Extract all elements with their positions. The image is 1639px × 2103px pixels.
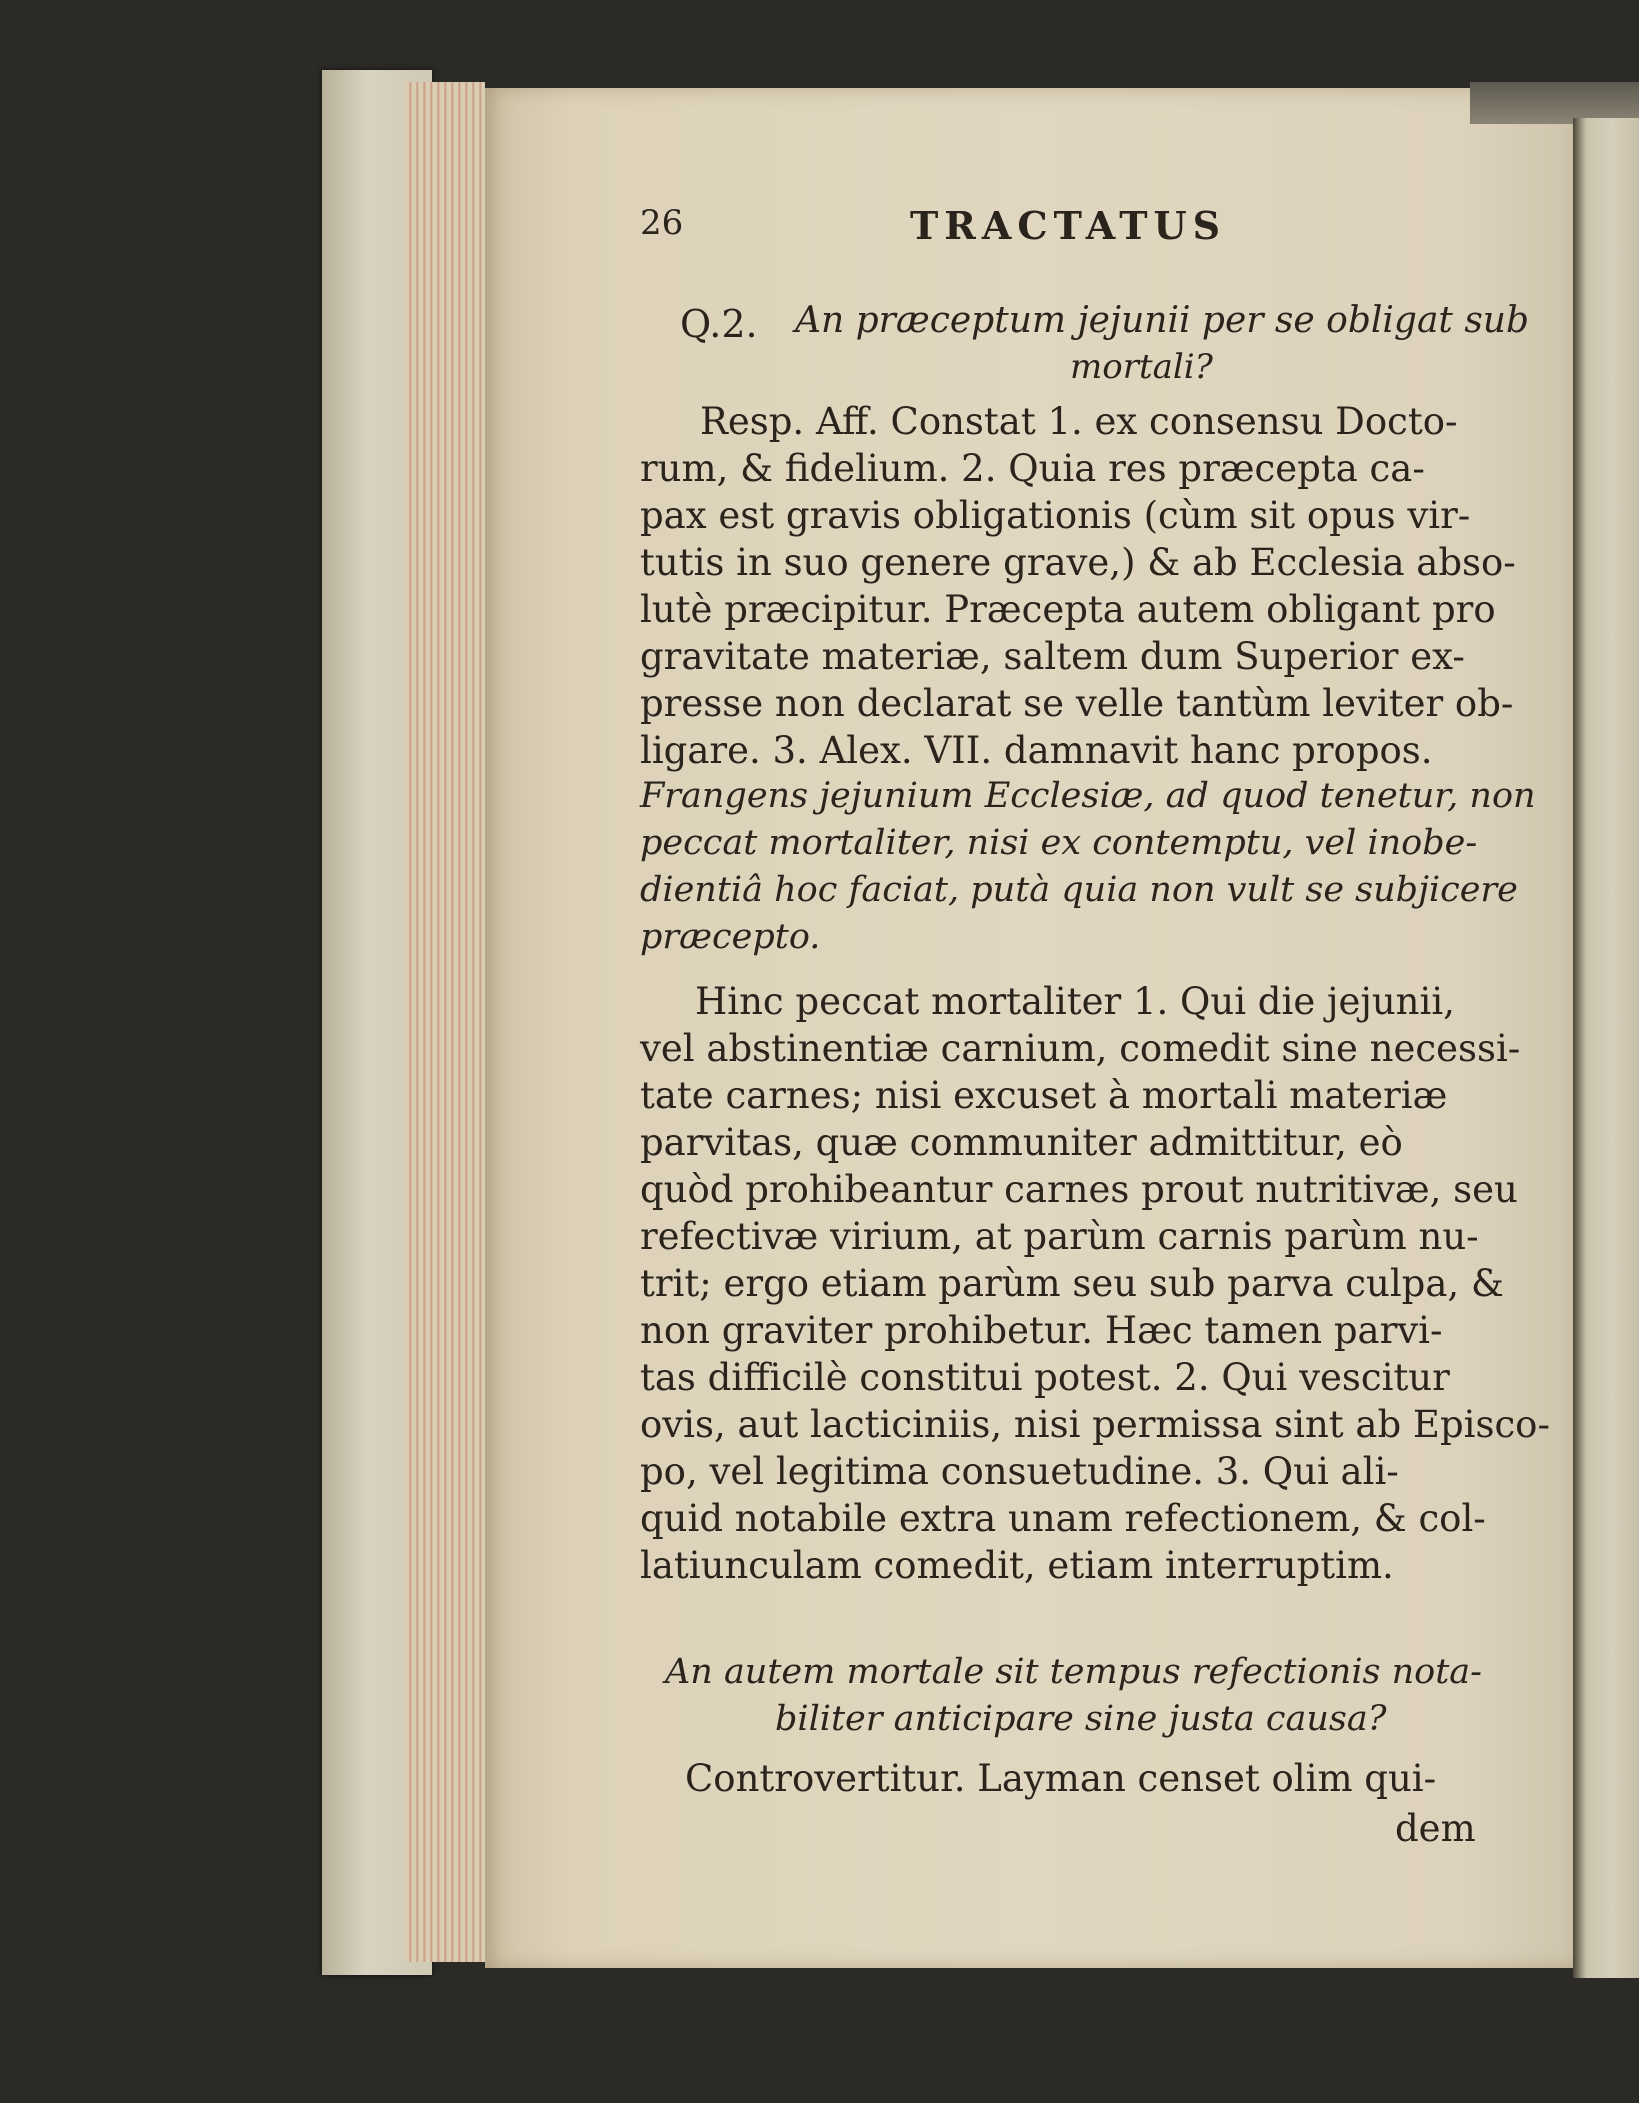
text-line: trit; ergo etiam parùm seu sub parva culpa, & — [640, 1262, 1504, 1305]
text-line: dientiâ hoc faciat, putà quia non vult se subjicere — [640, 870, 1518, 910]
text-line: Resp. Aff. Constat 1. ex consensu Docto- — [700, 400, 1458, 443]
text-line: quid notabile extra unam refectionem, & col- — [640, 1497, 1486, 1540]
text-line: latiunculam comedit, etiam interruptim. — [640, 1544, 1394, 1587]
text-line: refectivæ virium, at parùm carnis parùm nu- — [640, 1215, 1479, 1258]
page-number: 26 — [640, 203, 684, 243]
question-title-line: An præceptum jejunii per se obligat sub — [795, 300, 1530, 341]
text-line: peccat mortaliter, nisi ex contemptu, vel inobe- — [640, 823, 1478, 863]
text-line: tate carnes; nisi excuset à mortali materiæ — [640, 1074, 1448, 1117]
text-line: gravitate materiæ, saltem dum Superior ex- — [640, 635, 1465, 678]
text-line: pax est gravis obligationis (cùm sit opus vir- — [640, 494, 1471, 537]
text-line: ovis, aut lacticiniis, nisi permissa sint ab Episco- — [640, 1403, 1550, 1446]
question-title-line: mortali? — [1070, 347, 1213, 387]
text-line: præcepto. — [640, 917, 821, 957]
text-line: lutè præcipitur. Præcepta autem obligant pro — [640, 588, 1496, 631]
text-line: non graviter prohibetur. Hæc tamen parvi- — [640, 1309, 1443, 1352]
text-line: parvitas, quæ communiter admittitur, eò — [640, 1121, 1403, 1164]
catchword: dem — [1395, 1807, 1476, 1850]
text-line: tas difficilè constitui potest. 2. Qui vescitur — [640, 1356, 1450, 1399]
text-line: Controvertitur. Layman censet olim qui- — [685, 1757, 1437, 1800]
text-line: tutis in suo genere grave,) & ab Ecclesia abso- — [640, 541, 1516, 584]
text-line: rum, & fidelium. 2. Quia res præcepta ca- — [640, 447, 1425, 490]
text-line: Hinc peccat mortaliter 1. Qui die jejunii, — [695, 980, 1455, 1023]
running-title: TRACTATUS — [910, 203, 1227, 248]
text-line: Frangens jejunium Ecclesiæ, ad quod tenetur, non — [640, 776, 1536, 816]
text-line: presse non declarat se velle tantùm leviter ob- — [640, 682, 1514, 725]
question-title-line: An autem mortale sit tempus refectionis nota- — [665, 1652, 1482, 1692]
text-line: po, vel legitima consuetudine. 3. Qui ali- — [640, 1450, 1399, 1493]
text-line: ligare. 3. Alex. VII. damnavit hanc propos. — [640, 729, 1433, 772]
question-title-line: biliter anticipare sine justa causa? — [775, 1699, 1387, 1739]
question-label: Q.2. — [680, 302, 758, 346]
text-line: quòd prohibeantur carnes prout nutritivæ, seu — [640, 1168, 1518, 1211]
text-line: vel abstinentiæ carnium, comedit sine necessi- — [640, 1027, 1521, 1070]
